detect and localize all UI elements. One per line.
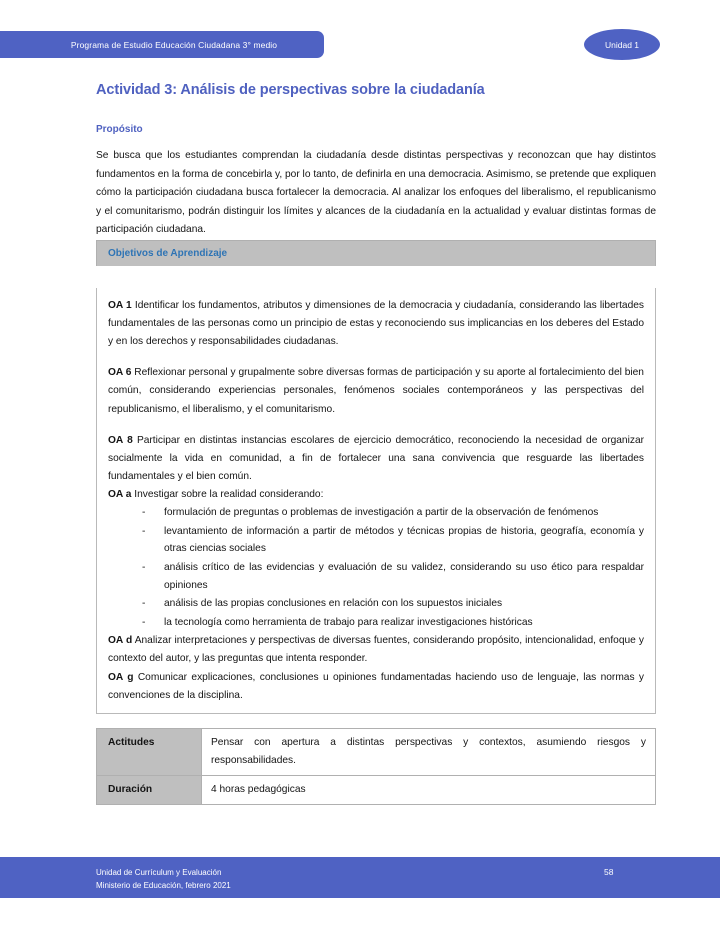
unit-badge-label: Unidad 1	[604, 39, 640, 50]
dash-icon: -	[142, 507, 146, 519]
objective-code: OA d	[108, 635, 133, 647]
objective-code: OA 1	[108, 299, 132, 311]
meta-value-actitudes: Pensar con apertura a distintas perspectivas y contextos, asumiendo riesgos y responsabilidades.	[202, 728, 656, 775]
dash-icon: -	[142, 525, 146, 537]
footer-line-1: Unidad de Currículum y Evaluación	[96, 868, 222, 877]
objective-text: Participar en distintas instancias escolares de ejercicio democrático, reconociendo la necesidad de organizar socialmente la vida en comunidad, a fin de fortalecer una sana convivencia que resguarde las libertades fundamentales y el bien común.	[108, 434, 645, 483]
objectives-table-body-wrap	[96, 288, 656, 714]
objectives-table-header	[96, 240, 656, 266]
objective-text: Identificar los fundamentos, atributos y dimensiones de la democracia y ciudadanía, considerando las libertades fundamentales de las personas como un principio de estas y reconociendo sus implicancias en los deberes del Estado y en los derechos y responsabilidades ciudadanas.	[108, 299, 644, 348]
objective-oad	[108, 632, 644, 668]
list-item-text: la tecnología como herramienta de trabajo para realizar investigaciones históricas	[164, 616, 533, 628]
objective-oa1	[108, 297, 644, 351]
objectives-table-body	[97, 288, 655, 713]
list-item-text: formulación de preguntas o problemas de investigación a partir de la observación de fenómenos	[164, 507, 599, 519]
table-row	[97, 728, 656, 775]
list-item	[142, 523, 644, 558]
meta-value-duracion: 4 horas pedagógicas	[202, 776, 656, 805]
dash-icon: -	[142, 616, 146, 628]
objective-code: OA g	[108, 671, 134, 683]
objectives-header-label: Objetivos de Aprendizaje	[108, 247, 228, 259]
unit-badge	[584, 29, 660, 60]
objective-text: Reflexionar personal y grupalmente sobre diversas formas de participación y su aporte al fortalecimiento del bien común, considerando experiencias personales, fenómenos sociales contemporáneos y las perspectivas del republicanismo, el liberalismo, y el comunitarismo.	[108, 367, 644, 415]
objective-oag	[108, 669, 644, 705]
purpose-label: Propósito	[96, 124, 143, 135]
objective-text: Investigar sobre la realidad considerando:	[134, 489, 324, 501]
objective-oaa-bullet-list	[108, 504, 644, 631]
page-number: 58	[604, 867, 614, 877]
document-header-band	[0, 31, 324, 58]
page-content	[96, 82, 656, 805]
dash-icon: -	[142, 598, 146, 610]
list-item	[142, 595, 644, 613]
objective-text: Comunicar explicaciones, conclusiones u opiniones fundamentadas haciendo uso de lenguaje, las normas y convenciones de la disciplina.	[108, 671, 644, 701]
list-item-text: análisis de las propias conclusiones en relación con los supuestos iniciales	[164, 598, 503, 610]
objective-oa6	[108, 364, 644, 418]
meta-label-actitudes: Actitudes	[97, 728, 202, 775]
page-title: Actividad 3: Análisis de perspectivas sobre la ciudadanía	[96, 82, 485, 98]
list-item	[142, 504, 644, 522]
list-item	[142, 559, 644, 594]
objective-code: OA 8	[108, 434, 133, 446]
objective-text: Analizar interpretaciones y perspectivas de diversas fuentes, considerando propósito, intencionalidad, enfoque y contexto del autor, y las preguntas que intenta responder.	[108, 635, 644, 665]
list-item	[142, 614, 644, 632]
objective-oaa	[108, 486, 644, 504]
dash-icon: -	[142, 562, 146, 574]
program-title: Programa de Estudio Educación Ciudadana 3° medio	[70, 39, 278, 50]
footer-institution	[96, 867, 231, 893]
list-item-text: análisis crítico de las evidencias y evaluación de su validez, considerando su uso ético para respaldar opiniones	[164, 562, 644, 591]
meta-label-duracion: Duración	[97, 776, 202, 805]
purpose-paragraph: Se busca que los estudiantes comprendan la ciudadanía desde distintas perspectivas y reconozcan que hay distintos fundamentos en la forma de concebirla y, por lo tanto, de definirla en una democracia. Asimismo, se pretende que expliquen cómo la participación ciudadana busca fortalecer la democracia. Al analizar los enfoques del liberalismo, el republicanismo y el comunitarismo, podrán distinguir los límites y alcances de la ciudadanía en la actualidad y evaluar distintas formas de participación ciudadana.	[96, 150, 656, 236]
footer-line-2: Ministerio de Educación, febrero 2021	[96, 880, 231, 890]
objective-code: OA 6	[108, 367, 132, 379]
objectives-table	[96, 240, 656, 714]
list-item-text: levantamiento de información a partir de métodos y técnicas propias de historia, geografía, economía y otras ciencias sociales	[164, 525, 644, 555]
objective-oa8	[108, 432, 644, 486]
objective-code: OA a	[108, 489, 132, 501]
table-row	[97, 776, 656, 805]
meta-table	[96, 728, 656, 805]
